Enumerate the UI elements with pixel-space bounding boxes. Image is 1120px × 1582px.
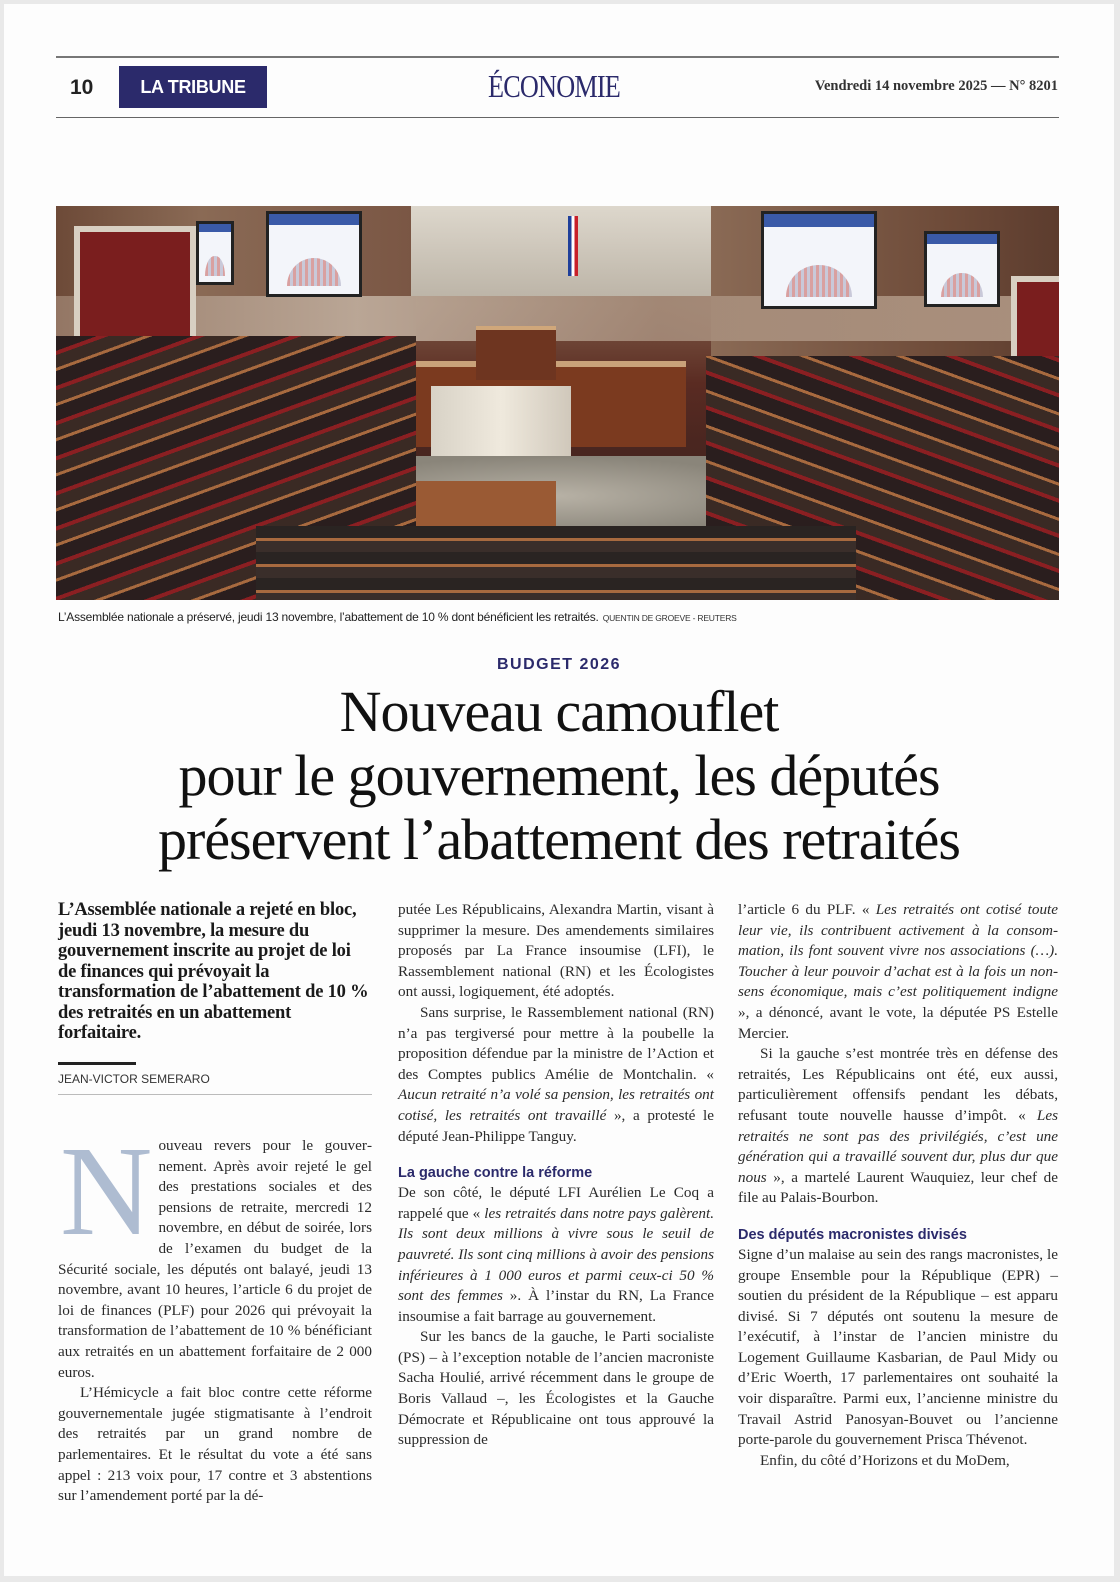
photo-statues: [431, 386, 571, 456]
paragraph-2-cont: putée Les Républicains, Alexandra Martin, visant à supprimer la mesure. Des amendements similaires proposés par La France insoumise (LFI), le Rassemblement national (RN) et les Écologistes ont aussi, logiquement, été adoptés.: [398, 901, 714, 1001]
paragraph-3: [398, 1003, 714, 1147]
vote-screen-icon: [266, 211, 362, 297]
vote-screen-icon: [196, 221, 234, 285]
paragraph-5: Sur les bancs de la gauche, le Parti socialiste (PS) – à l’exception notable de l’ancien macroniste Sacha Houlié, arrivé récemment dans le groupe de Boris Vallaud –, les Écologistes et la Gauche Démocrate et Républicaine ont tous approuvé la suppression de: [398, 1328, 714, 1449]
vote-screen-icon: [761, 211, 877, 309]
photo-marble-band: [56, 296, 1059, 341]
p3-text-end: », a protesté le député Jean-Philippe Tanguy.: [398, 1106, 714, 1145]
paragraph-6: [738, 1044, 1058, 1209]
caption-text: L’Assemblée nationale a préservé, jeudi 13 novembre, l’abattement de 10 % dont bénéficient les retraités.: [58, 610, 599, 624]
french-flag-icon: [568, 216, 578, 276]
paragraph-2: L’Hémicycle a fait bloc contre cette réforme gouvernementale jugée stigmatisante à l’endroit des retraités par un grand nombre de parlementaires. Et le résultat du vote a été sans appel : 213 voix pour, 17 contre et 3 abstentions sur l’amendement porté par la dé-: [58, 1384, 372, 1505]
photo-marble-frieze: [411, 206, 711, 296]
photo-desk: [416, 481, 556, 531]
drop-cap: N: [60, 1120, 153, 1263]
subhead-gauche: La gauche contre la réforme: [398, 1165, 593, 1182]
paragraph-5-cont: l’article 6 du PLF. « Les retraités ont cotisé toute leur vie, ils contribuent activement à la consommation, ils font souvent vivre nos associations (…). Toucher à leur pouvoir d’achat est à la fois un non-sens économique, mais c’est politiquement indigne », a dénoncé, avant le vote, la députée PS Estelle Mercier.: [738, 901, 1059, 1042]
byline-rule: [58, 1062, 136, 1065]
article-column-1: [58, 900, 372, 1507]
headline-line-2: pour le gouvernement, les députés: [178, 743, 940, 808]
quote-le-coq: les retraités dans notre pays galèrent. Ils sont deux millions à vivre sous le seuil de pauvreté. Ils sont cinq millions à avoir des pensions inférieures à 1 000 euros et parmi ceux-ci 50 % sont des femmes: [398, 1204, 714, 1305]
article-standfirst: L’Assemblée nationale a rejeté en bloc, jeudi 13 novembre, la mesure du gouvernement inscrite au projet de loi de finances qui prévoyait la transformation de l’abattement de 10 % des retraités en un abattement forfaitaire.: [58, 900, 369, 1043]
photo-perchoir: [476, 326, 556, 380]
photo-credit: QUENTIN DE GROEVE - REUTERS: [602, 613, 737, 623]
page-number: 10: [70, 76, 94, 99]
photo-caption: [58, 610, 737, 624]
photo-benches-bottom: [256, 526, 856, 600]
article-byline: JEAN-VICTOR SEMERARO: [58, 1069, 372, 1096]
p3-text: Sans surprise, le Rassemblement national (RN) n’a pas tergiversé pour mettre à la poubelle la proposition défendue par la ministre de l’Action et des Comptes publics Amélie de Montchalin. «: [398, 1003, 714, 1083]
dateline: Vendredi 14 novembre 2025 — N° 8201: [814, 78, 1058, 94]
article-column-2: [398, 900, 714, 1451]
subhead-macronistes: Des députés macronistes divisés: [738, 1226, 967, 1243]
p6-text-end: », a martelé Laurent Wauquiez, leur chef de file au Palais-Bourbon.: [738, 1168, 1058, 1207]
quote-tanguy: Aucun retraité n’a volé sa pension, les retraités ont cotisé, les retraités ont travaillé: [398, 1086, 714, 1124]
headline-line-3: préservent l’abattement des retraités: [158, 807, 960, 872]
article-headline: [44, 680, 1074, 872]
article-kicker: BUDGET 2026: [496, 656, 622, 673]
article-column-3: [738, 900, 1058, 1471]
lead-paragraph: ouveau revers pour le gouvernement. Après avoir rejeté le gel des prestations sociales et des pensions de retraite, mercredi 12 novembre, en début de soirée, lors de l’examen du budget de la Sécurité sociale, les députés ont balayé, jeudi 13 novembre, avant 10 heures, l’article 6 du projet de loi de finances (PLF) pour 2026 qui prévoyait la transformation de l’abattement de 10 % bénéficiant aux retraités en un abattement forfaitaire de 2 000 euros.: [58, 1137, 372, 1381]
paragraph-4: [398, 1183, 714, 1327]
newspaper-page: [4, 4, 1114, 1576]
vote-screen-icon: [924, 231, 1000, 307]
quote-wauquiez: Les retraités ne sont pas des privilégiés, c’est une génération qui a travaillé souvent dur, plus dur que nous: [738, 1106, 1058, 1186]
la-tribune-logo: LA TRIBUNE: [119, 66, 267, 108]
paragraph-7: Signe d’un malaise au sein des rangs macronistes, le groupe Ensemble pour la République (EPR) – soutien du président de la République – est apparu divisé. Si 7 députés ont soutenu la mesure de l’exécutif, à l’instar de l’ancien ministre du Logement Guillaume Kasbarian, de Paul Midy ou d’Eric Woerth, 17 parlementaires ont souhaité la voir disparaître. Parmi eux, l’ancienne ministre du Travail Astrid Panosyan-Bouvet ou l’ancienne porte-parole du gouvernement Prisca Thévenot.: [738, 1245, 1058, 1449]
headline-line-1: Nouveau camouflet: [339, 679, 779, 744]
masthead-bottom-rule: [56, 117, 1059, 118]
masthead-top-rule: [56, 56, 1059, 58]
paragraph-8: Enfin, du côté d’Horizons et du MoDem,: [760, 1451, 1010, 1469]
quote-mercier: Les retraités ont cotisé toute leur vie, ils contribuent activement à la consommation, ils font souvent vivre nos associations (…). Toucher à leur pouvoir d’achat est à la fois un non-sens économique, mais c’est politiquement indigne: [738, 901, 1059, 1001]
assembly-photo: [56, 206, 1059, 600]
p6-text: Si la gauche s’est montrée très en défense des retraités, Les Républicains ont été, eux aussi, particulièrement offensifs pendant les débats, refusant toute nouvelle hausse d’impôt. «: [738, 1045, 1058, 1124]
section-title: ÉCONOMIE: [488, 68, 620, 104]
p4-text-end: ». À l’instar du RN, La France insoumise a fait barrage au gouvernement.: [398, 1287, 714, 1325]
p5-text-end: », a dénoncé, avant le vote, la députée PS Estelle Mercier.: [738, 1003, 1058, 1042]
p4-text: De son côté, le député LFI Aurélien Le Coq a rappelé que «: [398, 1184, 714, 1222]
article-lead: [58, 1120, 372, 1507]
